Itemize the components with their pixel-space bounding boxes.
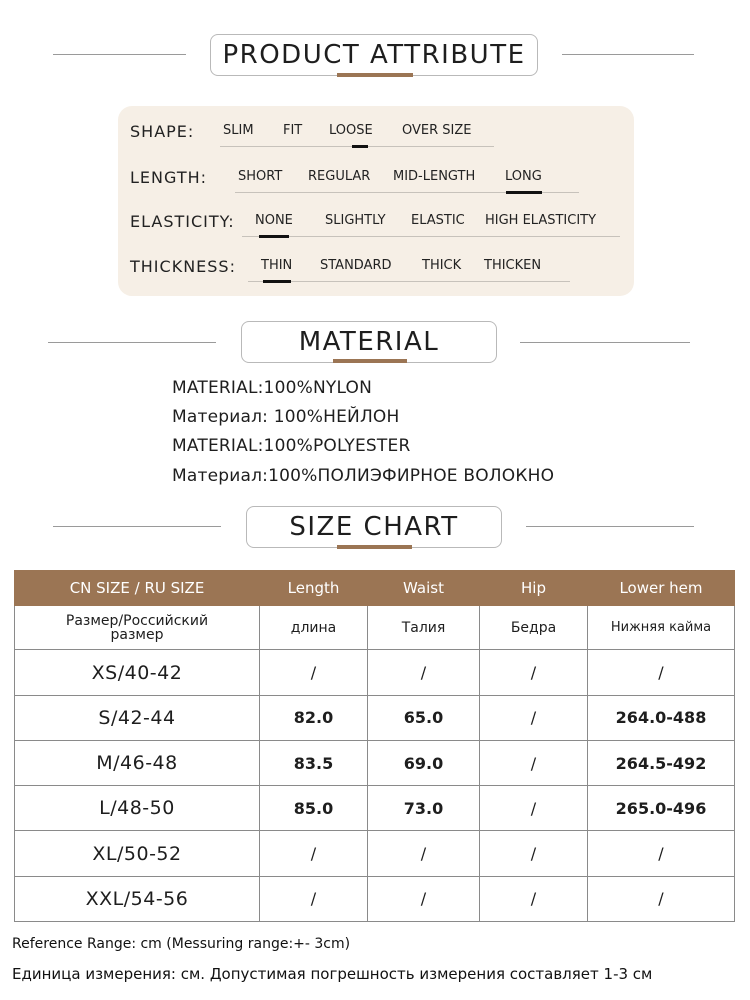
attribute-option: HIGH ELASTICITY — [485, 213, 597, 228]
table-subheader-row — [15, 606, 735, 650]
value-cell: / — [260, 650, 368, 695]
selected-marker — [263, 280, 291, 283]
value-cell: / — [480, 740, 588, 785]
material-line: MATERIAL:100%NYLON — [172, 378, 373, 398]
value-cell: / — [588, 831, 735, 876]
table-row — [15, 831, 735, 876]
attribute-option-selected: NONE — [255, 213, 293, 228]
header-cell-hip: Hip — [480, 571, 588, 606]
attribute-underline — [248, 281, 570, 282]
value-cell: / — [480, 786, 588, 831]
value-cell: / — [588, 650, 735, 695]
value-cell: 65.0 — [368, 695, 480, 740]
attribute-option: SLIM — [223, 123, 254, 138]
value-cell: / — [480, 695, 588, 740]
subheader-cell: Талия — [368, 606, 480, 650]
material-line: Материал:100%ПОЛИЭФИРНОЕ ВОЛОКНО — [172, 466, 555, 486]
attribute-option: OVER SIZE — [402, 123, 472, 138]
value-cell: 85.0 — [260, 786, 368, 831]
value-cell: 264.0-488 — [588, 695, 735, 740]
section-accent-bar — [337, 73, 413, 77]
size-cell: S/42-44 — [15, 695, 260, 740]
value-cell: / — [480, 650, 588, 695]
reference-note: Reference Range: cm (Messuring range:+- 3cm) — [12, 936, 351, 952]
table-row — [15, 695, 735, 740]
value-cell: 265.0-496 — [588, 786, 735, 831]
header-cell-length: Length — [260, 571, 368, 606]
value-cell: / — [480, 876, 588, 921]
divider-left — [53, 526, 221, 527]
divider-right — [526, 526, 694, 527]
header-cell-lower-hem: Lower hem — [588, 571, 735, 606]
attribute-label: ELASTICITY: — [130, 212, 235, 231]
size-cell: M/46-48 — [15, 740, 260, 785]
value-cell: / — [368, 650, 480, 695]
attribute-option: MID-LENGTH — [393, 169, 476, 184]
selected-marker — [259, 235, 289, 238]
section-title-text: SIZE CHART — [289, 512, 459, 542]
attribute-option: REGULAR — [308, 169, 371, 184]
section-accent-bar — [333, 359, 407, 363]
subheader-cell: Нижняя кайма — [588, 606, 735, 650]
table-row — [15, 740, 735, 785]
divider-right — [562, 54, 694, 55]
value-cell: 264.5-492 — [588, 740, 735, 785]
attribute-option: FIT — [283, 123, 303, 138]
subheader-cell: Бедра — [480, 606, 588, 650]
header-cell-size: CN SIZE / RU SIZE — [15, 571, 260, 606]
attribute-option: THICKEN — [484, 258, 542, 273]
value-cell: / — [368, 876, 480, 921]
table-row — [15, 786, 735, 831]
size-cell: XXL/54-56 — [15, 876, 260, 921]
value-cell: / — [260, 876, 368, 921]
attribute-option: SLIGHTLY — [325, 213, 386, 228]
table-row — [15, 650, 735, 695]
attribute-label: THICKNESS: — [130, 257, 236, 276]
value-cell: 73.0 — [368, 786, 480, 831]
divider-right — [520, 342, 690, 343]
header-cell-waist: Waist — [368, 571, 480, 606]
attribute-underline — [242, 236, 620, 237]
value-cell: / — [480, 831, 588, 876]
section-title-size-chart — [246, 506, 502, 548]
attribute-option-selected: LOOSE — [329, 123, 373, 138]
value-cell: 83.5 — [260, 740, 368, 785]
section-title-product-attribute — [210, 34, 538, 76]
subheader-cell: Размер/Российский размер — [15, 606, 260, 650]
value-cell: / — [368, 831, 480, 876]
section-title-text: PRODUCT ATTRIBUTE — [222, 40, 526, 70]
attribute-panel — [118, 106, 634, 296]
size-cell: XL/50-52 — [15, 831, 260, 876]
value-cell: / — [260, 831, 368, 876]
section-title-material — [241, 321, 497, 363]
attribute-option: THICK — [422, 258, 462, 273]
material-line: Материал: 100%НЕЙЛОН — [172, 407, 400, 427]
attribute-label: LENGTH: — [130, 168, 208, 187]
value-cell: 82.0 — [260, 695, 368, 740]
attribute-option: STANDARD — [320, 258, 392, 273]
selected-marker — [352, 145, 368, 148]
subheader-cell: длина — [260, 606, 368, 650]
material-line: MATERIAL:100%POLYESTER — [172, 436, 411, 456]
reference-note-ru: Единица измерения: см. Допустимая погрешность измерения составляет 1-3 см — [12, 965, 653, 983]
attribute-label: SHAPE: — [130, 122, 195, 141]
section-accent-bar — [337, 545, 412, 549]
size-cell: XS/40-42 — [15, 650, 260, 695]
table-row — [15, 876, 735, 921]
attribute-option-selected: LONG — [505, 169, 542, 184]
attribute-option: ELASTIC — [411, 213, 465, 228]
attribute-option: SHORT — [238, 169, 283, 184]
size-table — [14, 570, 735, 922]
attribute-option-selected: THIN — [261, 258, 293, 273]
value-cell: / — [588, 876, 735, 921]
table-header-row — [15, 571, 735, 606]
divider-left — [48, 342, 216, 343]
value-cell: 69.0 — [368, 740, 480, 785]
section-title-text: MATERIAL — [298, 327, 440, 357]
divider-left — [53, 54, 186, 55]
size-cell: L/48-50 — [15, 786, 260, 831]
selected-marker — [506, 191, 542, 194]
